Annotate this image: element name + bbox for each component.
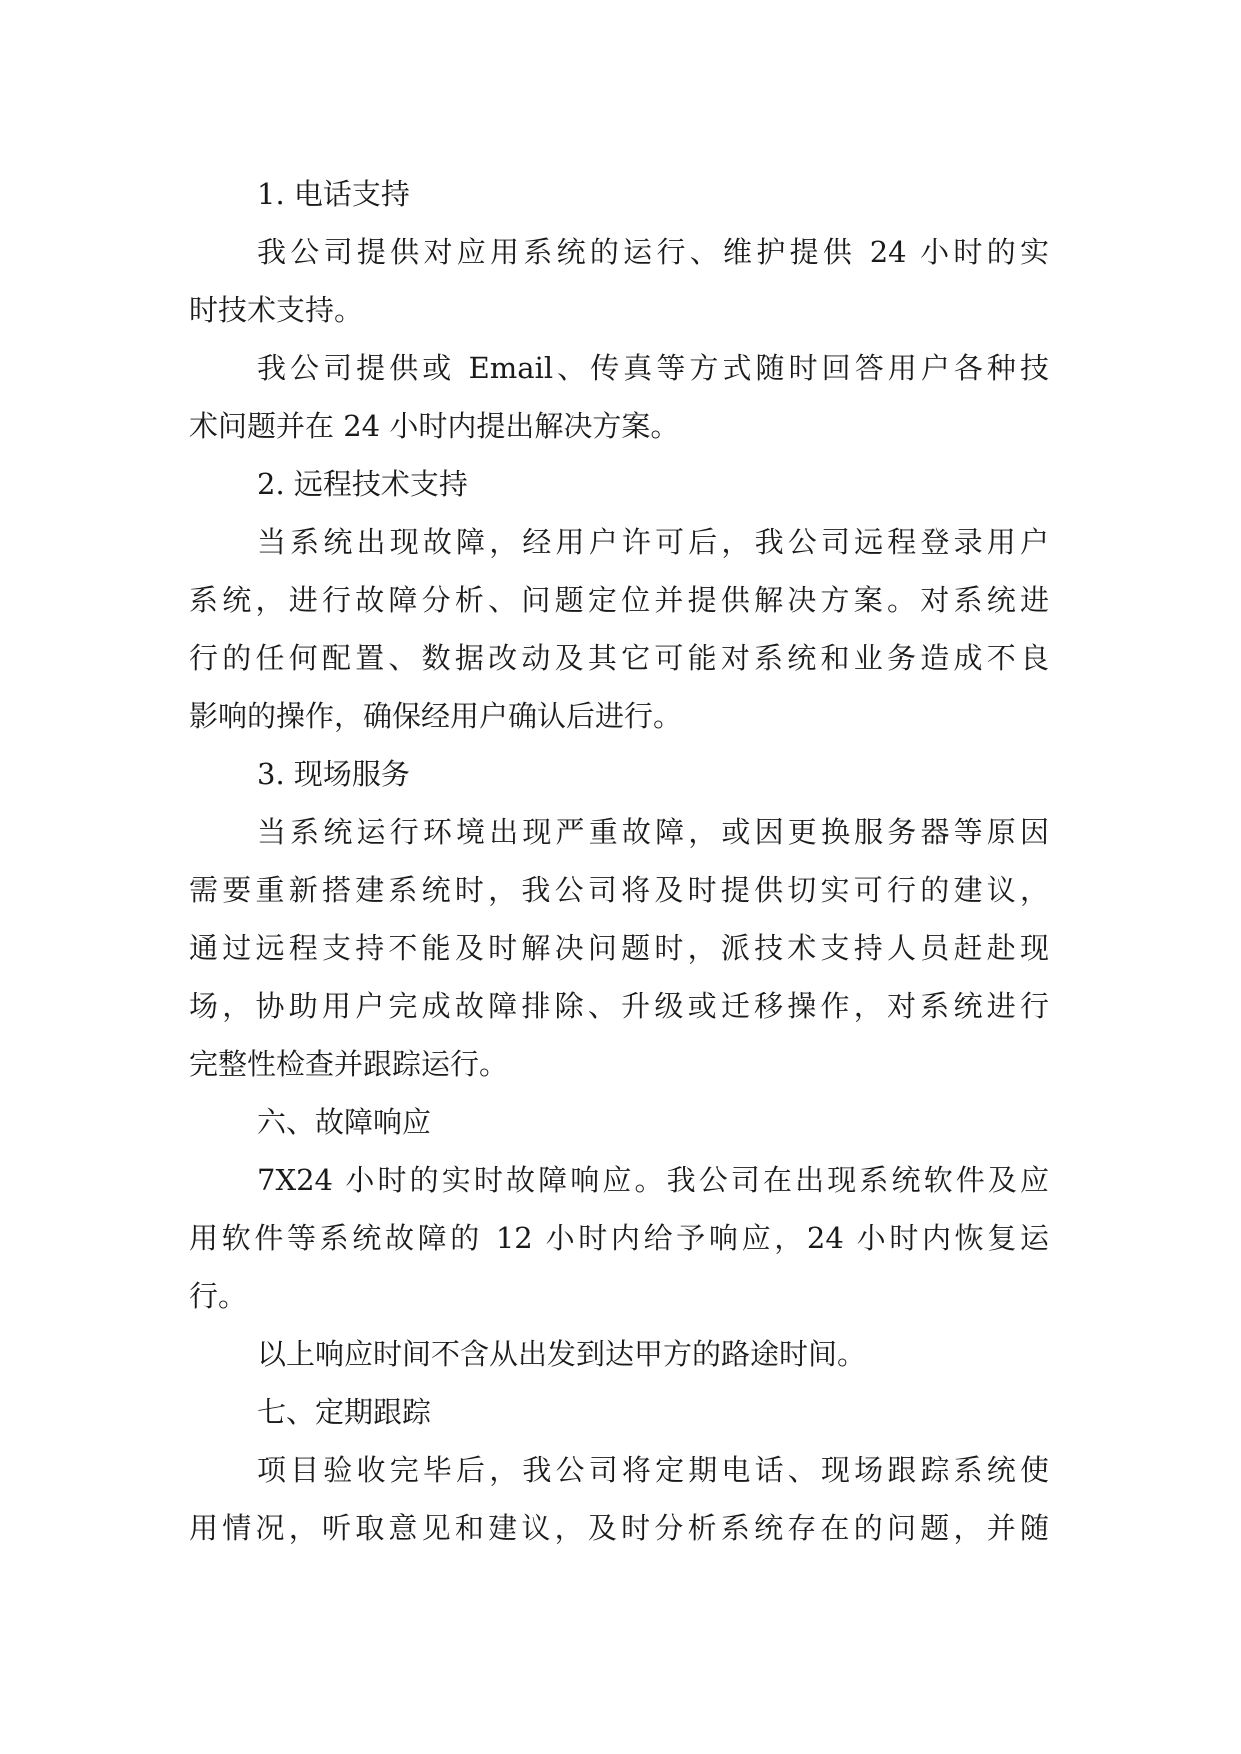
heading-periodic-tracking: 七、定期跟踪 (257, 1395, 432, 1429)
paragraph-line: 项目验收完毕后，我公司将定期电话、现场跟踪系统使 (257, 1453, 1049, 1487)
paragraph-line: 行。 (189, 1279, 248, 1313)
paragraph-line: 当系统出现故障，经用户许可后，我公司远程登录用户 (257, 525, 1049, 559)
heading-remote-support: 2. 远程技术支持 (257, 467, 468, 501)
paragraph-line: 行的任何配置、数据改动及其它可能对系统和业务造成不良 (189, 641, 1049, 675)
document-body (189, 165, 1049, 1557)
paragraph-line: 需要重新搭建系统时，我公司将及时提供切实可行的建议， (189, 873, 1049, 907)
paragraph-line: 场，协助用户完成故障排除、升级或迁移操作，对系统进行 (189, 989, 1049, 1023)
paragraph-line: 用情况，听取意见和建议，及时分析系统存在的问题，并随 (189, 1511, 1049, 1545)
heading-fault-response: 六、故障响应 (257, 1105, 432, 1139)
paragraph-line: 当系统运行环境出现严重故障，或因更换服务器等原因 (257, 815, 1049, 849)
paragraph-line: 时技术支持。 (189, 293, 364, 327)
paragraph-line: 通过远程支持不能及时解决问题时，派技术支持人员赶赴现 (189, 931, 1049, 965)
paragraph-line: 完整性检查并跟踪运行。 (189, 1047, 509, 1081)
heading-onsite-service: 3. 现场服务 (257, 757, 410, 791)
paragraph-line: 我公司提供或 Email、传真等方式随时回答用户各种技 (257, 351, 1049, 385)
paragraph-line: 术问题并在 24 小时内提出解决方案。 (189, 409, 680, 443)
paragraph-line: 用软件等系统故障的 12 小时内给予响应，24 小时内恢复运 (189, 1221, 1049, 1255)
paragraph-line: 以上响应时间不含从出发到达甲方的路途时间。 (257, 1337, 867, 1371)
paragraph-line: 影响的操作，确保经用户确认后进行。 (189, 699, 683, 733)
paragraph-line: 我公司提供对应用系统的运行、维护提供 24 小时的实 (257, 235, 1049, 269)
paragraph-line: 7X24 小时的实时故障响应。我公司在出现系统软件及应 (257, 1163, 1049, 1197)
heading-phone-support: 1. 电话支持 (257, 177, 410, 211)
paragraph-line: 系统，进行故障分析、问题定位并提供解决方案。对系统进 (189, 583, 1049, 617)
